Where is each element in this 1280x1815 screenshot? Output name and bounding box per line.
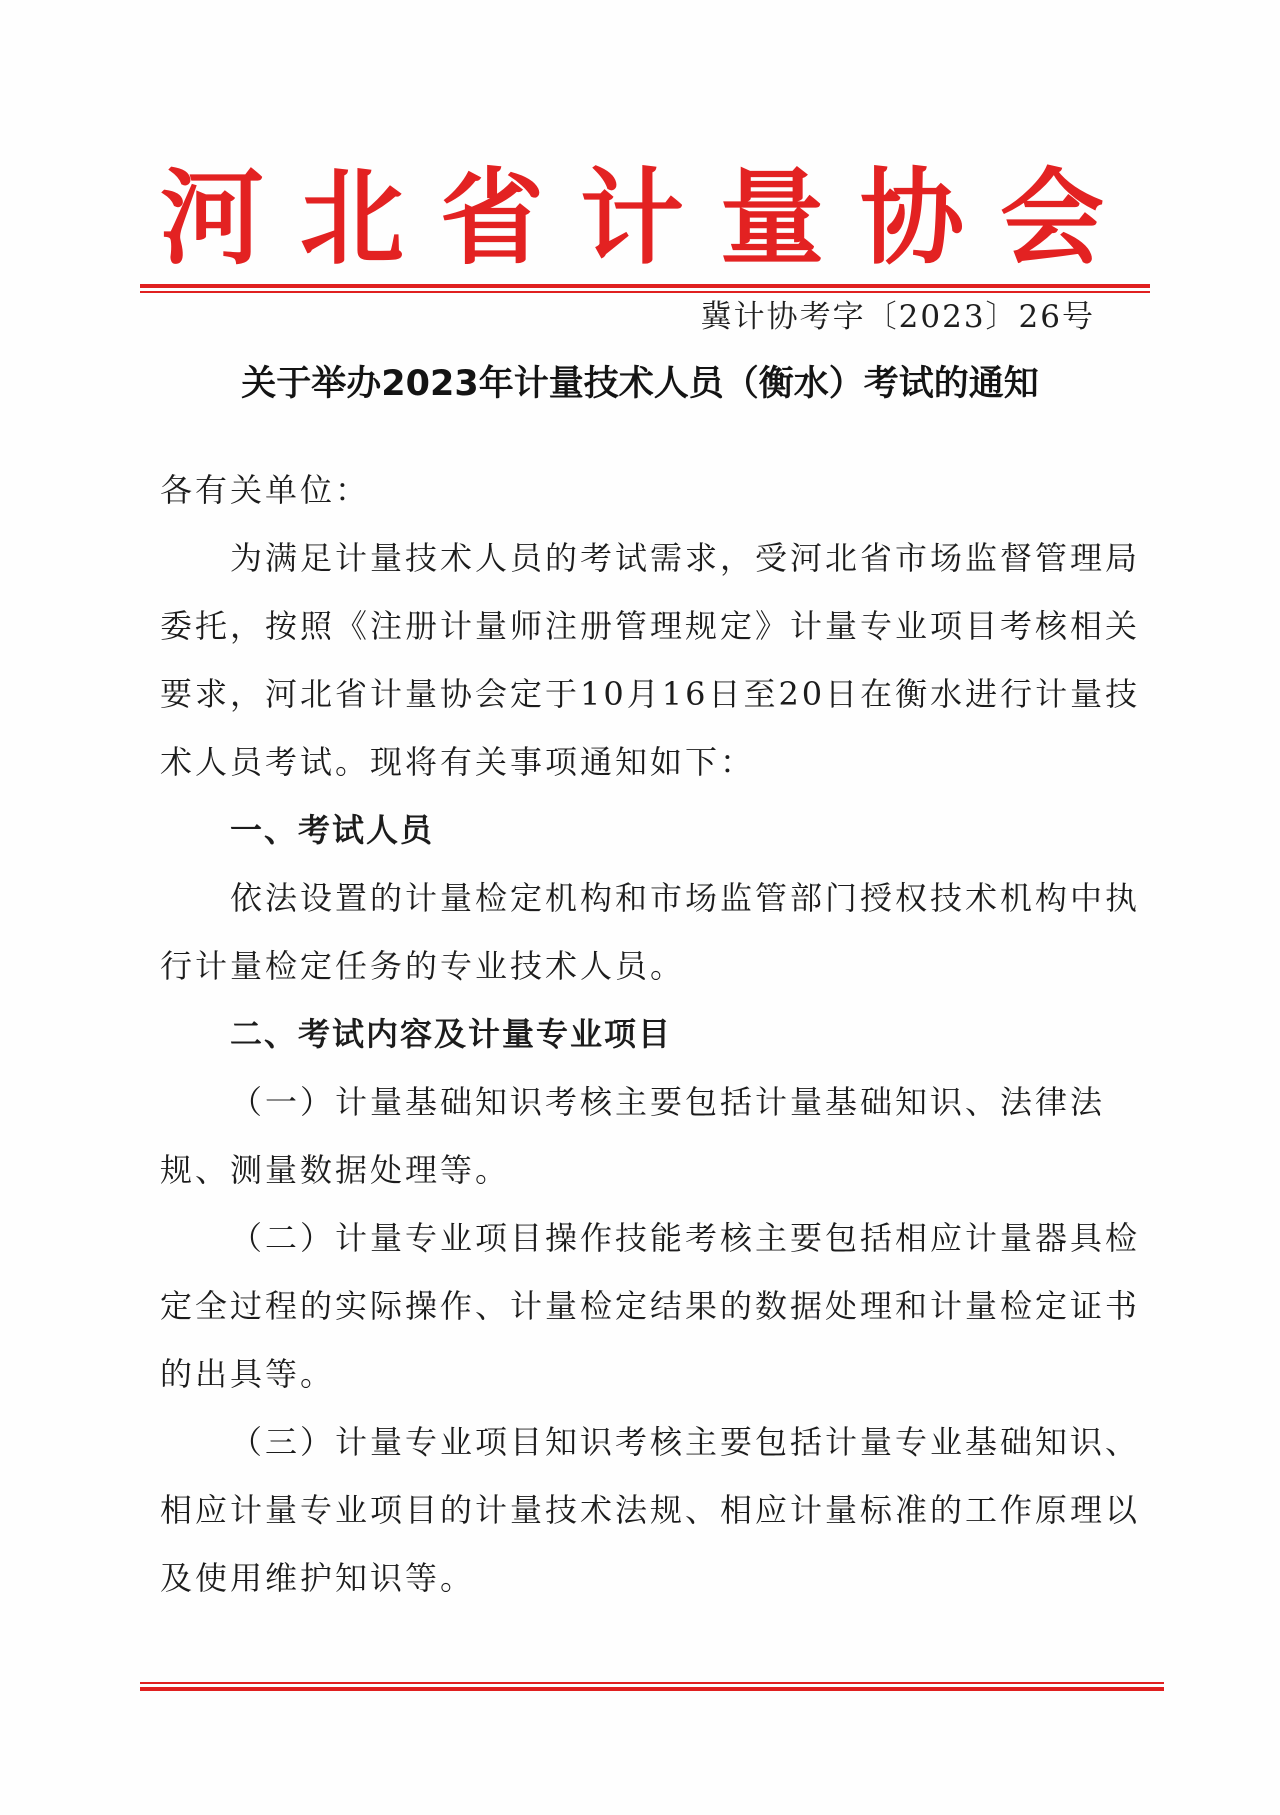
footer-rule-thick-line: [140, 1687, 1164, 1691]
section-2-heading: 二、考试内容及计量专业项目: [230, 1015, 673, 1053]
section-2-item-1: （一）计量基础知识考核主要包括计量基础知识、法律法规、测量数据处理等。: [160, 1083, 1106, 1189]
section-2-item-3: （三）计量专业项目知识考核主要包括计量专业基础知识、相应计量专业项目的计量技术法规、相应计量标准的工作原理以及使用维护知识等。: [160, 1423, 1141, 1597]
section-2-item-2: （二）计量专业项目操作技能考核主要包括相应计量器具检定全过程的实际操作、计量检定结果的数据处理和计量检定证书的出具等。: [160, 1219, 1141, 1393]
document-number: 冀计协考字〔2023〕26号: [700, 299, 1095, 335]
footer-rule-thin-line: [140, 1682, 1164, 1684]
salutation: 各有关单位：: [160, 471, 371, 509]
red-rule-thick-line: [140, 284, 1150, 288]
letterhead-red-rule: [140, 284, 1150, 294]
section-1-heading: 一、考试人员: [230, 811, 435, 849]
section-1-body: 依法设置的计量检定机构和市场监管部门授权技术机构中执行计量检定任务的专业技术人员。: [160, 879, 1141, 985]
document-body: [160, 456, 1160, 1612]
letterhead-org-name: 河北省计量协会: [159, 157, 1140, 279]
footer-red-rule: [140, 1682, 1164, 1694]
intro-paragraph: 为满足计量技术人员的考试需求，受河北省市场监督管理局委托，按照《注册计量师注册管理规定》计量专业项目考核相关要求，河北省计量协会定于10月16日至20日在衡水进行计量技术人员考试。现将有关事项通知如下：: [160, 539, 1141, 781]
document-title: 关于举办2023年计量技术人员（衡水）考试的通知: [241, 364, 1039, 404]
red-rule-thin-line: [140, 291, 1150, 293]
